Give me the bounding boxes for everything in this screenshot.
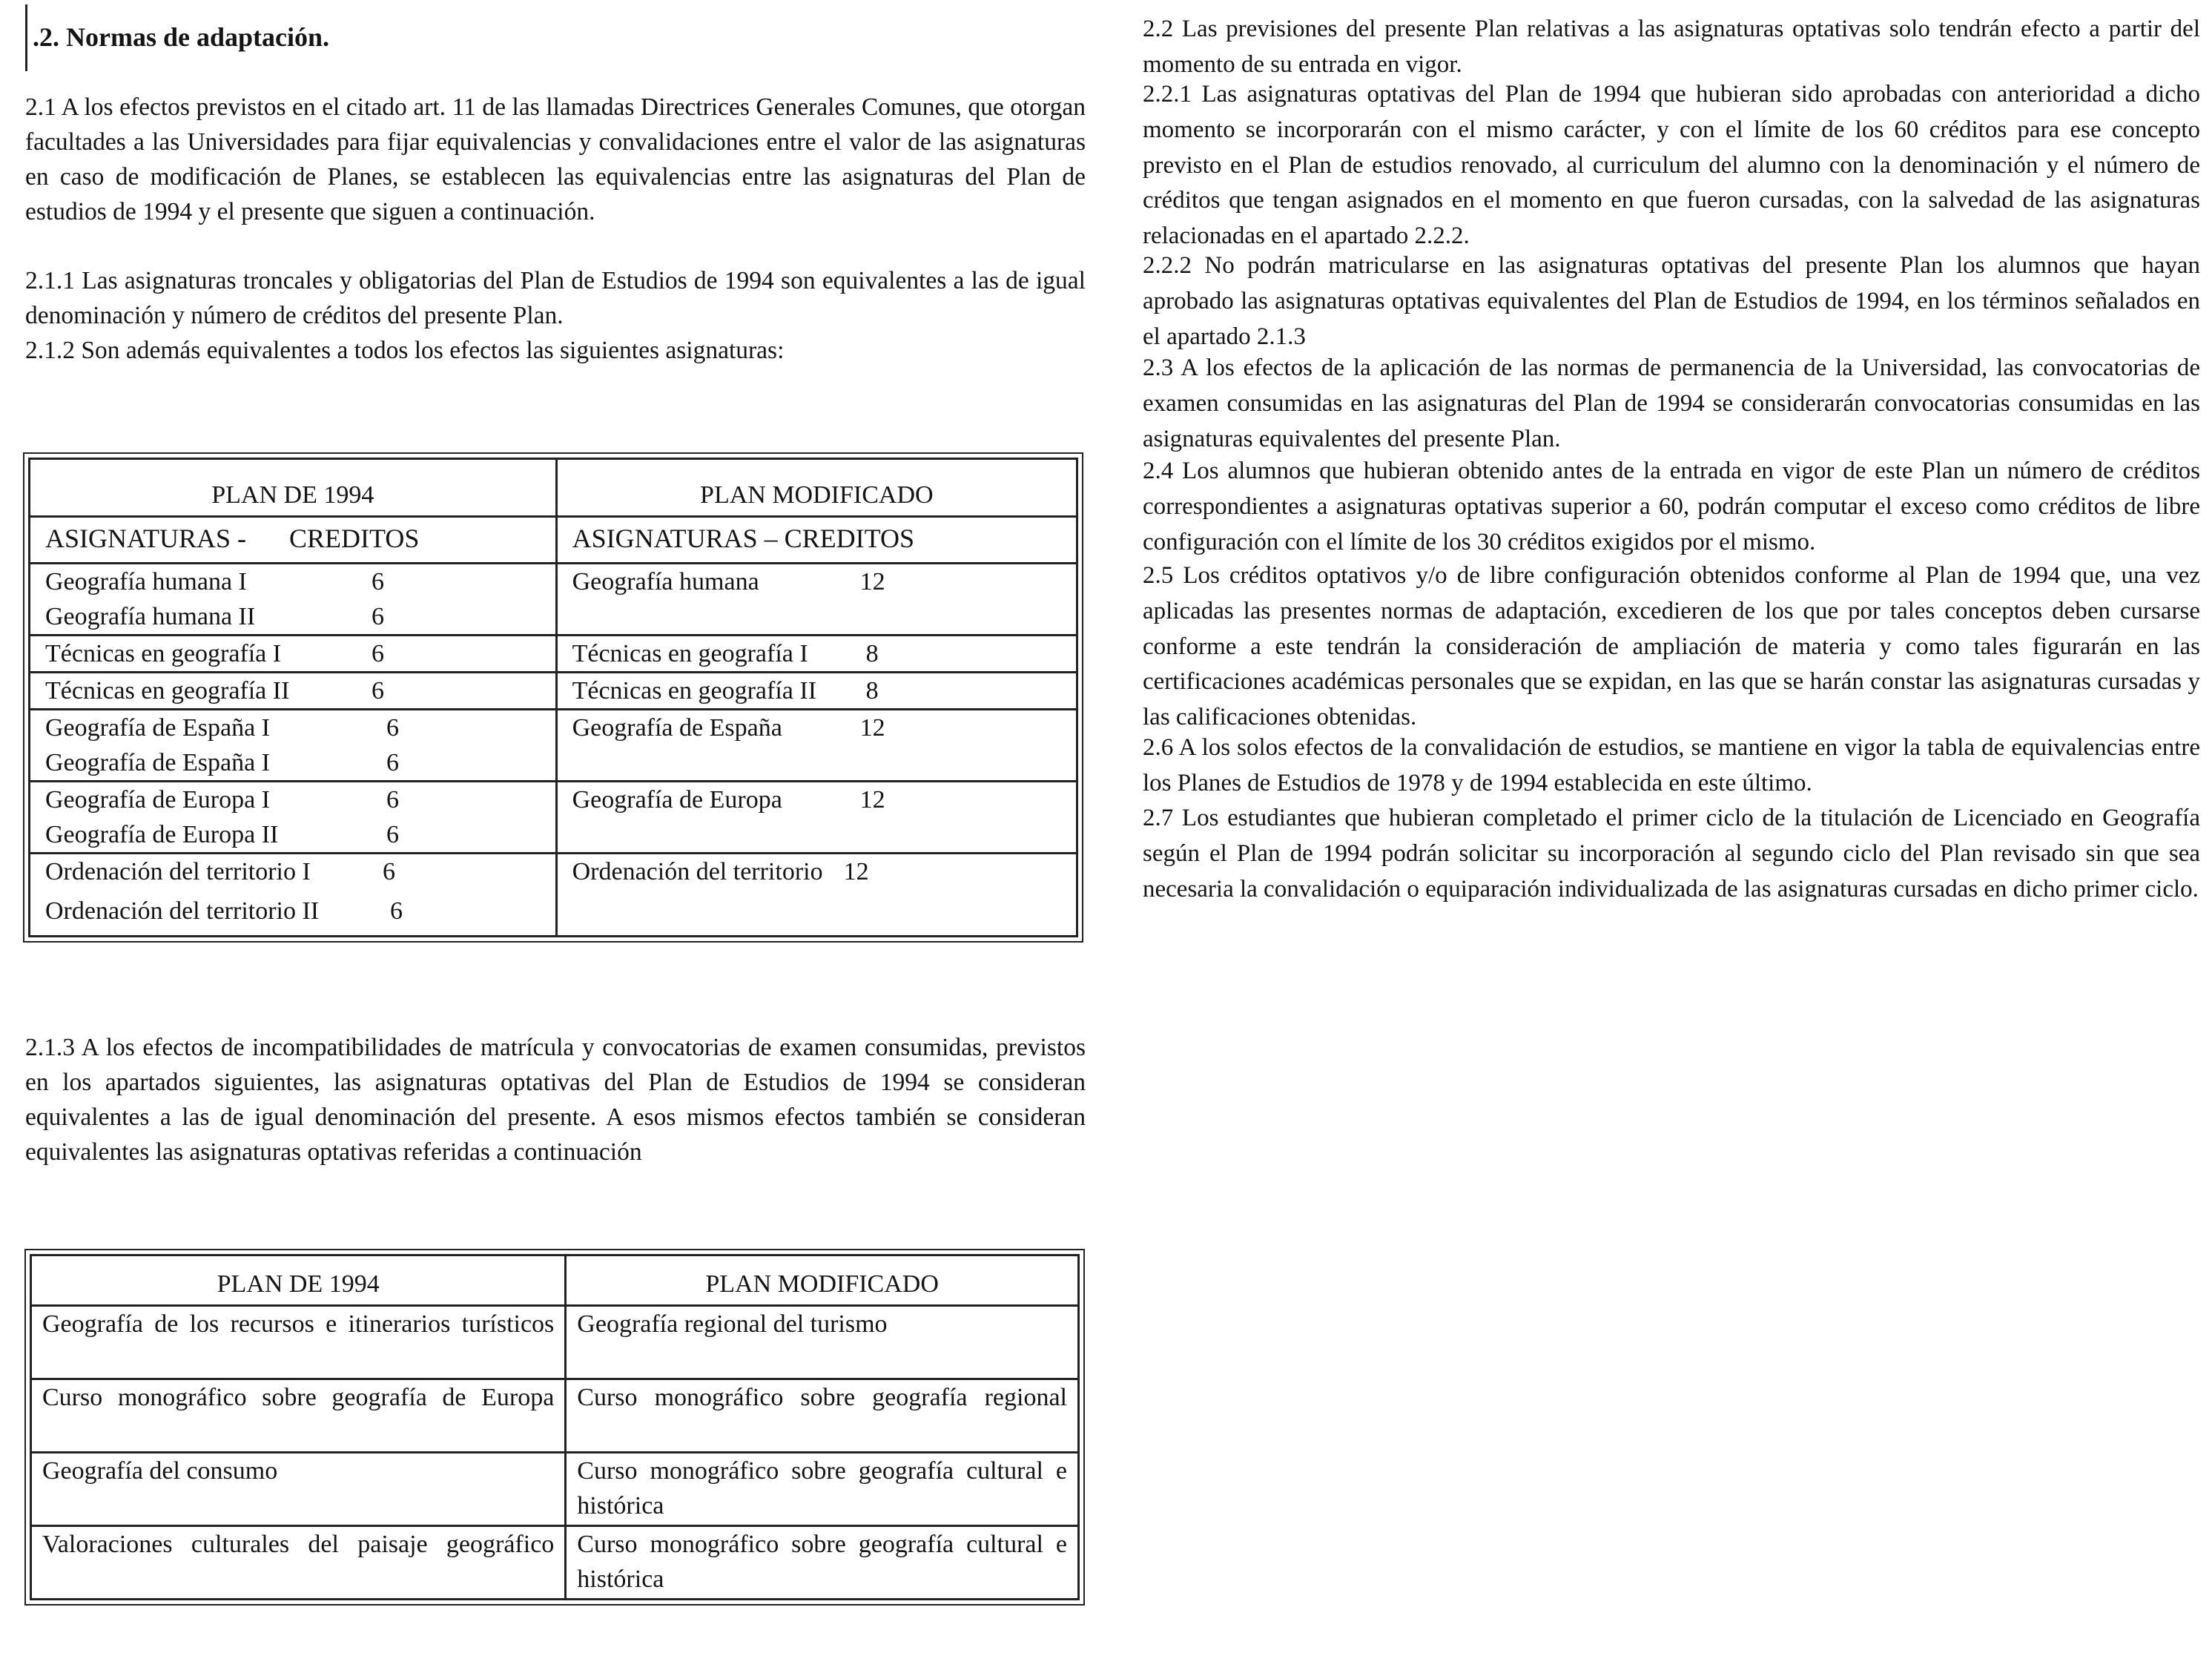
old-plan-cell	[30, 710, 557, 782]
subject-credits: 8	[865, 640, 879, 667]
new-plan-cell	[556, 564, 1077, 636]
subject-credits: 12	[859, 714, 885, 742]
subheader-new-plan: ASIGNATURAS – CREDITOS	[556, 517, 1077, 564]
subject-credits: 6	[383, 858, 395, 885]
equivalence-table-credits	[28, 458, 1078, 937]
subject-line	[558, 710, 1076, 745]
subject-name: Geografía de los recursos e itinerarios turísticos	[42, 1310, 555, 1338]
subject-name: Geografía del consumo	[42, 1457, 278, 1485]
table-row	[30, 710, 1077, 782]
subject-name: Geografía de España I	[45, 749, 271, 776]
paragraph-2-6: 2.6 A los solos efectos de la convalidación de estudios, se mantiene en vigor la tabla de equivalencias entre los Planes de Estudios de 1978 y de 1994 establecida en este último.	[1143, 734, 2200, 796]
paragraph-2-4: 2.4 Los alumnos que hubieran obtenido antes de la entrada en vigor de este Plan un número de créditos correspondientes a asignaturas optativas superior a 60, podrán computar el exceso como créditos de libre configuración con el límite de los 30 créditos exigidos por el mismo.	[1143, 458, 2200, 555]
subject-name: Técnicas en geografía I	[572, 640, 808, 667]
subject-credits: 8	[865, 677, 879, 704]
old-plan-cell	[31, 1306, 566, 1379]
margin-mark	[25, 4, 27, 71]
paragraph-2-5: 2.5 Los créditos optativos y/o de libre configuración obtenidos conforme al Plan de 1994 que, una vez aplicadas las presentes normas de adaptación, excedieren de los que por tales conceptos deben cursarse conforme a este tendrán la consideración de ampliación de materia y como tales figurarán en las certificaciones académicas personales que se expidan, en las que se harán constar las asignaturas cursadas y las calificaciones obtenidas.	[1143, 562, 2200, 731]
table-header-row	[31, 1255, 1079, 1306]
subject-name: Geografía de Europa II	[45, 821, 279, 848]
subject-name: Ordenación del territorio II	[45, 897, 320, 925]
subject-name: Ordenación del territorio I	[45, 858, 311, 885]
subject-credits: 12	[859, 786, 885, 814]
subject-name: Técnicas en geografía II	[572, 677, 817, 704]
subject-name: Geografía de Europa	[572, 786, 782, 814]
subject-line	[30, 854, 555, 889]
subject-name: Geografía humana I	[45, 568, 247, 595]
new-plan-cell	[566, 1379, 1079, 1453]
section-heading: .2. Normas de adaptación.	[33, 22, 330, 52]
subject-name: Curso monográfico sobre geografía cultural e histórica	[577, 1457, 1067, 1519]
table-row	[30, 854, 1077, 937]
subject-name: Técnicas en geografía I	[45, 640, 282, 667]
table-row	[31, 1379, 1079, 1453]
old-plan-cell	[30, 673, 557, 710]
subject-name: Ordenación del territorio	[572, 858, 823, 885]
subject-credits: 6	[372, 677, 384, 704]
subject-name: Geografía de España I	[45, 714, 271, 742]
subject-credits: 6	[386, 821, 399, 848]
subject-name: Geografía humana II	[45, 603, 256, 630]
subject-name: Técnicas en geografía II	[45, 677, 290, 704]
subject-line	[30, 745, 555, 780]
paragraph-2-1-3: 2.1.3 A los efectos de incompatibilidades de matrícula y convocatorias de examen consumidas, previstos en los apartados siguientes, las asignaturas optativas del Plan de Estudios de 1994 se consideran equivalentes a las de igual denominación del presente. A esos mismos efectos también se consideran equivalentes las asignaturas optativas referidas a continuación	[25, 1034, 1086, 1166]
new-plan-cell	[566, 1453, 1079, 1526]
subject-line	[558, 854, 1076, 889]
subject-line	[30, 636, 555, 671]
new-plan-cell	[556, 710, 1077, 782]
old-plan-cell	[31, 1379, 566, 1453]
subject-credits: 6	[386, 714, 399, 742]
table-row	[30, 673, 1077, 710]
table-row	[31, 1306, 1079, 1379]
new-plan-cell	[566, 1526, 1079, 1600]
subject-line	[30, 673, 555, 708]
table-subheader-row	[30, 517, 1077, 564]
subject-credits: 6	[386, 749, 399, 776]
subject-name: Geografía regional del turismo	[577, 1310, 888, 1338]
subject-line	[30, 564, 555, 599]
old-plan-cell	[31, 1526, 566, 1600]
subject-credits: 6	[372, 603, 384, 630]
subject-line	[558, 636, 1076, 671]
paragraph-2-7: 2.7 Los estudiantes que hubieran completado el primer ciclo de la titulación de Licenciado en Geografía según el Plan de 1994 podrán solicitar su incorporación al segundo ciclo del Plan revisado sin que sea necesaria la convalidación o equiparación individualizada de las asignaturas cursadas en dicho primer ciclo.	[1143, 805, 2200, 903]
subject-name: Geografía humana	[572, 568, 759, 595]
new-plan-cell	[566, 1306, 1079, 1379]
old-plan-cell	[30, 782, 557, 854]
subject-name: Valoraciones culturales del paisaje geográfico	[42, 1531, 555, 1558]
subject-credits: 12	[859, 568, 885, 595]
old-plan-cell	[30, 854, 557, 937]
subject-name: Curso monográfico sobre geografía regional	[577, 1384, 1067, 1411]
subject-credits: 6	[390, 897, 403, 925]
table-row	[31, 1453, 1079, 1526]
new-plan-cell	[556, 782, 1077, 854]
paragraph-2-1-1: 2.1.1 Las asignaturas troncales y obligatorias del Plan de Estudios de 1994 son equivalentes a las de igual denominación y número de créditos del presente Plan.	[25, 267, 1086, 329]
table-row	[30, 564, 1077, 636]
table-header-new-plan: PLAN MODIFICADO	[556, 459, 1077, 517]
subject-credits: 6	[372, 568, 384, 595]
paragraph-2-1: 2.1 A los efectos previstos en el citado art. 11 de las llamadas Directrices Generales Comunes, que otorgan facultades a las Universidades para fijar equivalencias y convalidaciones entre el valor de las asignaturas en caso de modificación de Planes, se establecen las equivalencias entre las asignaturas del Plan de estudios de 1994 y el presente que siguen a continuación.	[25, 93, 1086, 225]
new-plan-cell	[556, 854, 1077, 937]
table-row	[30, 782, 1077, 854]
paragraph-2-2-1: 2.2.1 Las asignaturas optativas del Plan de 1994 que hubieran sido aprobadas con anterioridad a dicho momento se incorporarán con el mismo carácter, y con el límite de los 60 créditos para ese concepto previsto en el Plan de estudios renovado, al curriculum del alumno con la denominación y el número de créditos que tengan asignados en el momento en que fueron cursadas, con la salvedad de las asignaturas relacionadas en el apartado 2.2.2.	[1143, 81, 2200, 250]
table-header-row	[30, 459, 1077, 517]
paragraph-2-2-2: 2.2.2 No podrán matricularse en las asignaturas optativas del presente Plan los alumnos que hayan aprobado las asignaturas optativas equivalentes del Plan de Estudios de 1994, en los términos señalados en el apartado 2.1.3	[1143, 252, 2200, 350]
subject-credits: 12	[843, 858, 869, 885]
old-plan-cell	[31, 1453, 566, 1526]
new-plan-cell	[556, 636, 1077, 673]
subject-line	[30, 817, 555, 852]
subject-line	[558, 782, 1076, 817]
subject-line	[30, 894, 555, 932]
subject-name: Curso monográfico sobre geografía cultural e histórica	[577, 1531, 1067, 1593]
subject-line	[558, 564, 1076, 599]
subject-line	[30, 599, 555, 634]
subject-name: Curso monográfico sobre geografía de Europa	[42, 1384, 555, 1411]
subject-credits: 6	[372, 640, 384, 667]
subject-line	[30, 710, 555, 745]
subheader-credits-label: CREDITOS	[289, 524, 420, 553]
table-row	[31, 1526, 1079, 1600]
old-plan-cell	[30, 636, 557, 673]
old-plan-cell	[30, 564, 557, 636]
table-header-new-plan: PLAN MODIFICADO	[566, 1255, 1079, 1306]
equivalence-table-optional	[30, 1254, 1080, 1600]
subheader-old-plan	[30, 517, 557, 564]
table-header-old-plan: PLAN DE 1994	[31, 1255, 566, 1306]
table-header-old-plan: PLAN DE 1994	[30, 459, 557, 517]
paragraph-2-3: 2.3 A los efectos de la aplicación de las normas de permanencia de la Universidad, las convocatorias de examen consumidas en las asignaturas del Plan de 1994 se considerarán convocatorias consumidas en las asignaturas equivalentes del presente Plan.	[1143, 354, 2200, 452]
paragraph-2-1-2: 2.1.2 Son además equivalentes a todos los efectos las siguientes asignaturas:	[25, 337, 785, 364]
paragraph-2-2: 2.2 Las previsiones del presente Plan relativas a las asignaturas optativas solo tendrán efecto a partir del momento de su entrada en vigor.	[1143, 16, 2200, 78]
subheader-subjects-label: ASIGNATURAS -	[45, 524, 247, 553]
new-plan-cell	[556, 673, 1077, 710]
subject-name: Geografía de Europa I	[45, 786, 271, 814]
subject-name: Geografía de España	[572, 714, 782, 742]
subject-line	[558, 673, 1076, 708]
table-row	[30, 636, 1077, 673]
subject-line	[30, 782, 555, 817]
subject-credits: 6	[386, 786, 399, 814]
